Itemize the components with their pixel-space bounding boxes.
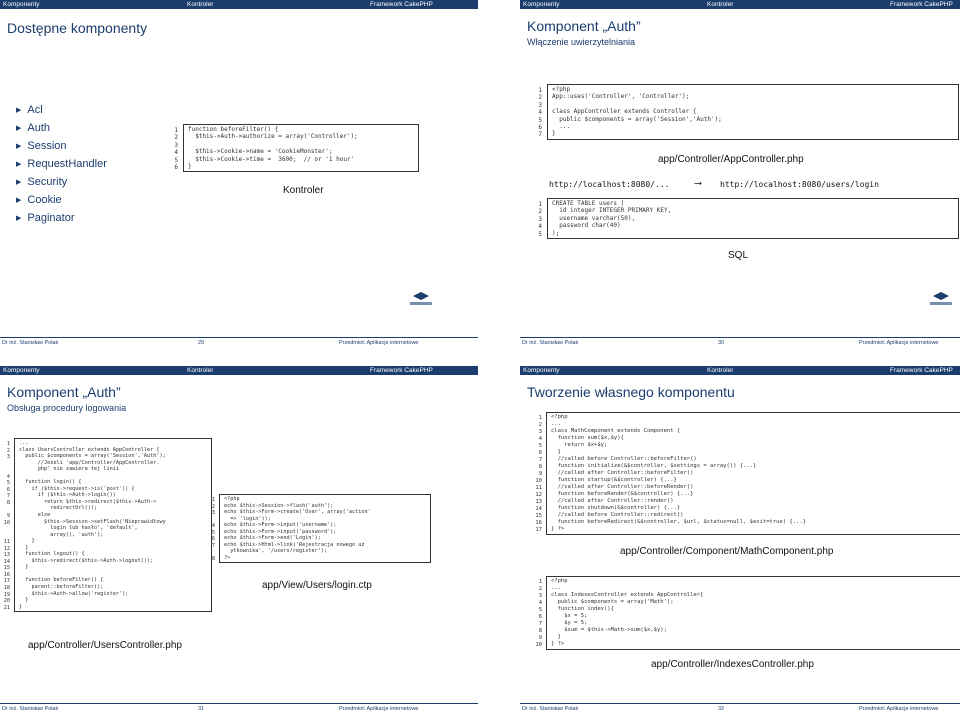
slide-subtitle: Obsługa procedury logowania [7, 403, 127, 413]
university-logo [410, 292, 432, 308]
url-to: http://localhost:8080/users/login [720, 180, 879, 189]
slide-subtitle: Włączenie uwierzytelniania [527, 37, 636, 47]
slide-30 [520, 0, 960, 348]
line-numbers: 1 2 3 4 5 6 7 [538, 87, 542, 139]
slide-29 [0, 0, 478, 348]
nav-komponenty[interactable]: Komponenty [523, 1, 560, 8]
code-block: <?php App::uses('Controller', 'Controller'); class AppController extends Controller { public $components = array('Session','Auth'); ... } [547, 84, 959, 140]
footer-author: Dr inż. Stanisław Polak [2, 340, 59, 346]
footer [520, 337, 960, 348]
list-item: ▶ Auth [16, 120, 107, 138]
sql-block: CREATE TABLE users ( id integer INTEGER PRIMARY KEY, username varchar(50), password char(40) ); [547, 198, 959, 239]
footer [0, 337, 478, 348]
university-logo [930, 292, 952, 308]
nav-kontroler[interactable]: Kontroler [187, 1, 214, 8]
code-caption: Kontroler [283, 185, 324, 196]
footer-subject: Przedmiot: Aplikacje internetowe [859, 340, 939, 346]
slide-title: Tworzenie własnego komponentu [527, 384, 735, 400]
nav-framework[interactable]: Framework CakePHP [890, 367, 953, 374]
footer [0, 703, 478, 714]
nav-bar [0, 0, 478, 9]
line-numbers: 1 2 3 4 5 6 7 8 [211, 497, 215, 562]
nav-bar [520, 366, 960, 375]
nav-bar [0, 366, 478, 375]
nav-framework[interactable]: Framework CakePHP [370, 367, 433, 374]
list-item: ▶ Session [16, 138, 107, 156]
line-numbers: 1 2 3 4 5 6 7 8 9 10 11 12 13 14 15 16 17 [535, 415, 542, 533]
footer-author: Dr inż. Stanisław Polak [522, 706, 579, 712]
nav-kontroler[interactable]: Kontroler [707, 367, 734, 374]
code-caption: SQL [728, 250, 749, 261]
slide-32 [520, 366, 960, 714]
slide-title: Dostępne komponenty [7, 20, 148, 36]
bullet-list [16, 102, 107, 228]
nav-bar [520, 0, 960, 9]
line-numbers: 1 2 3 4 5 6 [174, 127, 178, 172]
url-from: http://localhost:8080/... [549, 180, 670, 189]
code-block: function beforeFilter() { $this->Auth->authorize = array('Controller'); $this->Cookie->name = 'CookieMonster'; $this->Cookie->time = 3600; // or '1 hour' } [183, 124, 419, 172]
nav-komponenty[interactable]: Komponenty [3, 1, 40, 8]
footer-author: Dr inż. Stanisław Polak [522, 340, 579, 346]
page-number: 30 [718, 340, 725, 346]
code-caption: app/Controller/IndexesController.php [651, 659, 814, 670]
code-caption: app/Controller/AppController.php [658, 154, 804, 165]
footer-subject: Przedmiot: Aplikacje internetowe [339, 706, 419, 712]
code-caption: app/View/Users/login.ctp [262, 580, 372, 591]
slide-title: Komponent „Auth” [527, 18, 641, 34]
nav-komponenty[interactable]: Komponenty [3, 367, 40, 374]
page-number: 29 [198, 340, 205, 346]
line-numbers: 1 2 3 4 5 6 7 8 9 10 [535, 579, 542, 648]
footer-subject: Przedmiot: Aplikacje internetowe [859, 706, 939, 712]
nav-kontroler[interactable]: Kontroler [187, 367, 214, 374]
list-item: ▶ RequestHandler [16, 156, 107, 174]
nav-komponenty[interactable]: Komponenty [523, 367, 560, 374]
list-item: ▶ Security [16, 174, 107, 192]
code-block: <?php ... class MathComponent extends Component { function sum($x,$y){ return $x+$y; } //called before Controller::beforeFilter() function initialize(&$controller, $settings = array()) {...} //called after Controller::beforeFilter() function startup(&$controller) {...} //called after Controller::beforeRender() function beforeRender(&$controller) {...} //called after Controller::render() function shutdown(&$controller) {...} //called before Controller::redirect() function beforeRedirect(&$controller, $url, $status=null, $exit=true) {...} } ?> [546, 412, 960, 535]
nav-framework[interactable]: Framework CakePHP [370, 1, 433, 8]
footer [520, 703, 960, 714]
page-number: 31 [198, 706, 205, 712]
footer-subject: Przedmiot: Aplikacje internetowe [339, 340, 419, 346]
list-item: ▶ Paginator [16, 210, 107, 228]
code-block: <?php echo $this->Session->flash('auth'); echo $this->Form->create('User', array('action' => 'login')); echo $this->Form->input('username'); echo $this->Form->input('password'); echo $this->Form->end('Login'); echo $this->Html->link('Rejestracja nowego uż ytkownika', '/users/register'); ?> [219, 494, 431, 563]
code-block: ... class UsersController extends AppController { public $components = array('Session','Auth'); //Jeżeli 'app/Controller/AppController. php' nie zawiera tej linii function login() { if ($this->request->is('post')) { if ($this->Auth->login()) return $this->redirect($this->Auth-> redirectUrl()); else $this->Session->setFlash('Nieprawidłowy login lub hasło', 'default', array(), 'auth'); } } function logout() { $this->redirect($this->Auth->logout()); } function beforeFilter() { parent::beforeFilter(); $this->Auth->allow('register'); } } [14, 438, 212, 612]
line-numbers: 1 2 3 4 5 6 7 8 9 10 11 12 13 14 15 16 17 18 19 20 21 [3, 441, 10, 611]
slide-31 [0, 366, 478, 714]
slide-title: Komponent „Auth” [7, 384, 121, 400]
list-item: ▶ Cookie [16, 192, 107, 210]
nav-framework[interactable]: Framework CakePHP [890, 1, 953, 8]
code-caption: app/Controller/UsersController.php [28, 640, 182, 651]
arrow-icon: ⟶ [695, 178, 702, 189]
list-item: ▶ Acl [16, 102, 107, 120]
line-numbers: 1 2 3 4 5 [538, 201, 542, 238]
page-number: 32 [718, 706, 725, 712]
code-block: <?php ... class IndexesController extends AppController{ public $components = array('Math'); function index(){ $x = 5; $y = 5; $sum = $this->Math->sum($x,$y); } } ?> [546, 576, 960, 650]
footer-author: Dr inż. Stanisław Polak [2, 706, 59, 712]
nav-kontroler[interactable]: Kontroler [707, 1, 734, 8]
code-caption: app/Controller/Component/MathComponent.php [620, 546, 834, 557]
